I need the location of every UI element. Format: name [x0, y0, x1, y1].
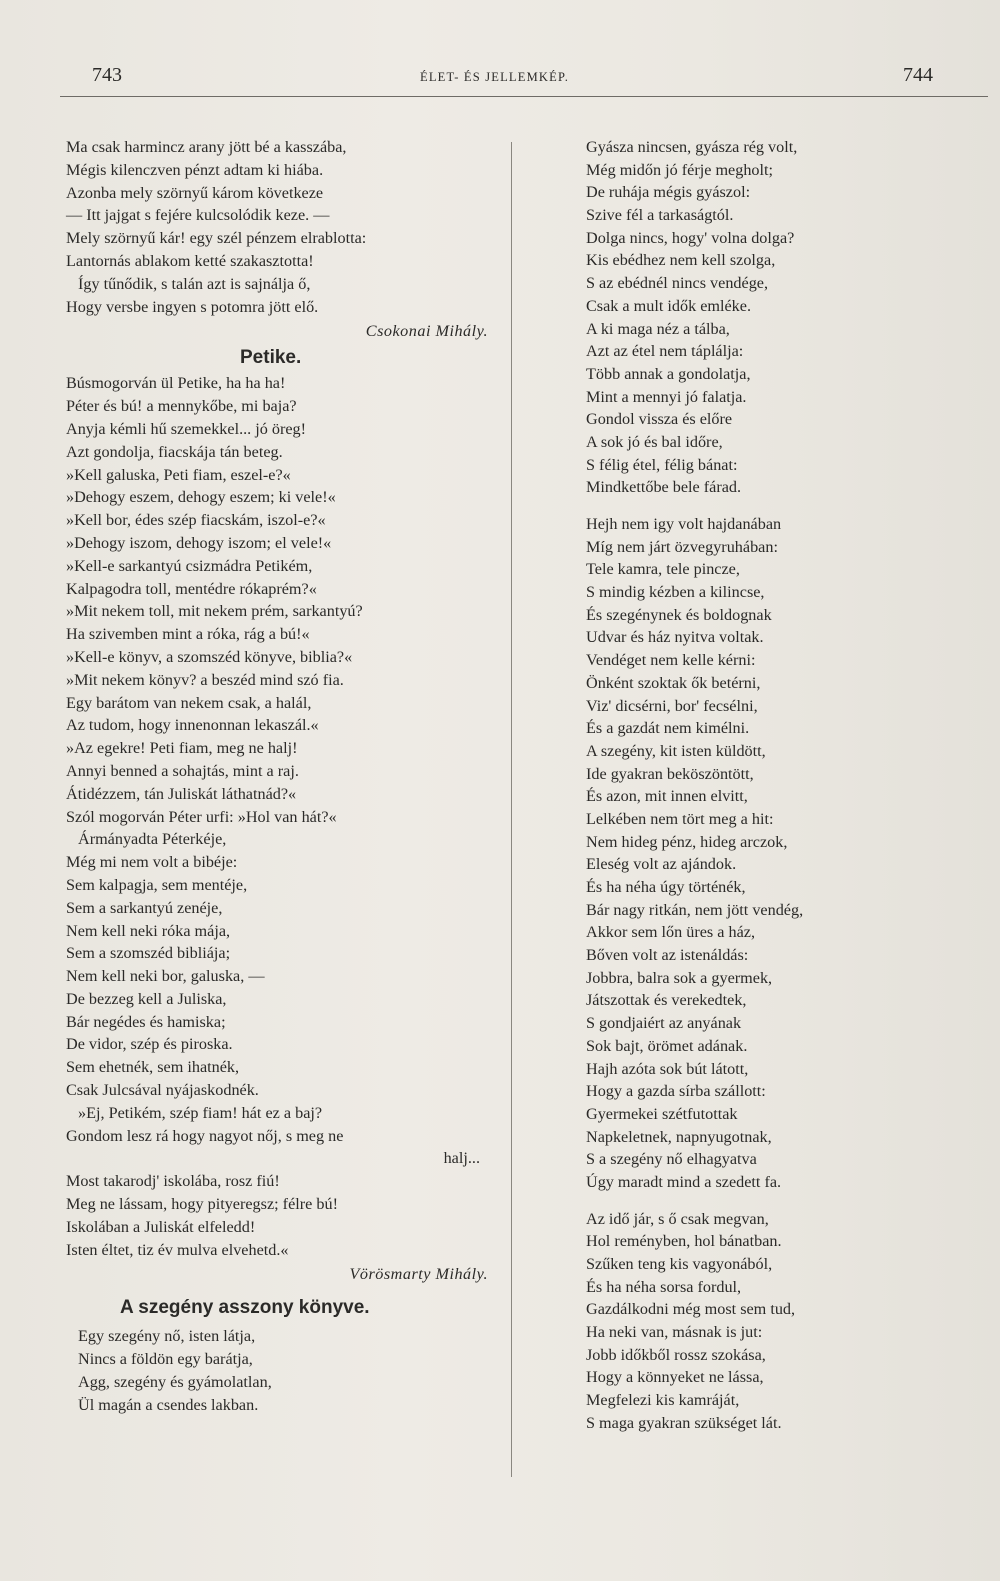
column-divider [511, 142, 512, 1477]
poem-line: Azt az étel nem táplálja: [586, 342, 744, 361]
poem-line: S gondjaiért az anyának [586, 1014, 742, 1033]
poem-line: Azonba mely szörnyű károm következe [66, 183, 324, 202]
header-rule [60, 96, 988, 97]
poem-line: Azt gondolja, fiacskája tán beteg. [66, 442, 283, 461]
poem-author: Csokonai Mihály. [365, 322, 488, 341]
poem-line: Nincs a földön egy barátja, [78, 1350, 253, 1369]
poem-line: Agg, szegény és gyámolatlan, [78, 1373, 272, 1392]
poem-line: »Kell-e sarkantyú csizmádra Petikém, [66, 556, 313, 575]
poem-line: »Dehogy iszom, dehogy iszom; el vele!« [66, 533, 332, 552]
poem-title: A szegény asszony könyve. [120, 1297, 370, 1319]
poem-line: Mint a mennyi jó falatja. [586, 387, 747, 406]
poem-title: Petike. [240, 347, 302, 369]
poem-line: Gondom lesz rá hogy nagyot nőj, s meg ne [66, 1126, 344, 1145]
poem-line: A szegény, kit isten küldött, [586, 741, 766, 760]
poem-line: Jobbra, balra sok a gyermek, [586, 968, 773, 987]
poem-line: halj... [443, 1149, 480, 1168]
poem-line: Eleség volt az ajándok. [586, 855, 737, 874]
poem-line: De bezzeg kell a Juliska, [66, 989, 227, 1008]
stanza [586, 513, 986, 1194]
poem-petike [60, 344, 500, 1287]
left-page-number: 743 [92, 64, 122, 86]
poem-line: — Itt jajgat s fejére kulcsolódik keze. — [66, 206, 330, 225]
poem-line: »Ej, Petikém, szép fiam! hát ez a baj? [78, 1103, 323, 1122]
poem-line: Sem a szomszéd bibliája; [66, 944, 231, 963]
poem-line: Kis ebédhez nem kell szolga, [586, 251, 776, 270]
poem-line: Játszottak és verekedtek, [586, 991, 747, 1010]
poem-line: Sok bajt, örömet adának. [586, 1036, 748, 1055]
poem-line: A ki maga néz a tálba, [586, 319, 730, 338]
stanza-gap [586, 499, 986, 513]
poem-line: Mégis kilenczven pénzt adtam ki hiába. [66, 160, 324, 179]
poem-line: Vendéget nem kelle kérni: [586, 651, 756, 670]
poem-line: Ide gyakran beköszöntött, [586, 764, 754, 783]
poem-szegeny-asszony [60, 1291, 500, 1416]
poem-author: Vörösmarty Mihály. [349, 1265, 488, 1284]
poem-line: Több annak a gondolatja, [586, 364, 751, 383]
poem-line: Az tudom, hogy innenonnan lekaszál.« [66, 716, 319, 735]
poem-line: Ármányadta Péterkéje, [78, 830, 227, 849]
poem-line: Hajh azóta sok bút látott, [586, 1059, 749, 1078]
poem-line: Nem hideg pénz, hideg arczok, [586, 832, 788, 851]
poem-line: Szűken teng kis vagyonából, [586, 1255, 773, 1273]
poem-line: És ha néha sorsa fordul, [586, 1277, 742, 1296]
poem-line: Ül magán a csendes lakban. [78, 1395, 259, 1414]
poem-line: Gyásza nincsen, gyásza rég volt, [586, 138, 798, 156]
poem-line: Mindkettőbe bele fárad. [586, 478, 742, 497]
poem-line: Egy szegény nő, isten látja, [78, 1327, 256, 1346]
poem-line: Hol reményben, hol bánatban. [586, 1232, 782, 1251]
poem-line: Anyja kémli hű szemekkel... jó öreg! [66, 419, 307, 438]
poem-line: Lelkében nem tört meg a hit: [586, 809, 774, 828]
poem-line: Bár nagy ritkán, nem jött vendég, [586, 900, 804, 919]
poem-line: Gondol vissza és előre [586, 410, 733, 429]
poem-line: »Dehogy eszem, dehogy eszem; ki vele!« [66, 488, 336, 507]
stanza [586, 1208, 986, 1435]
poem-line: Szive fél a tarkaságtól. [586, 206, 734, 225]
poem-line: Hogy a könnyeket ne lássa, [586, 1368, 764, 1387]
poem-line: Egy barátom van nekem csak, a halál, [66, 693, 312, 712]
right-page-number: 744 [903, 64, 933, 86]
poem-line: S félig étel, félig bánat: [586, 455, 738, 474]
poem-line: Hogy a gazda sírba szállott: [586, 1082, 766, 1101]
poem-line: S az ebédnél nincs vendége, [586, 274, 769, 293]
poem-line: Isten éltet, tiz év mulva elvehetd.« [66, 1240, 289, 1259]
poem-line: A sok jó és bal időre, [586, 432, 723, 451]
poem-line: Lantornás ablakom ketté szakasztotta! [66, 251, 314, 270]
poem-line: És szegénynek és boldognak [586, 605, 772, 624]
poem-line: Gazdálkodni még most sem tud, [586, 1300, 796, 1319]
poem-line: Még midőn jó férje megholt; [586, 160, 774, 179]
running-title: ÉLET- ÉS JELLEMKÉP. [420, 70, 570, 84]
poem-line: Átidézzem, tán Juliskát láthatnád?« [66, 784, 297, 803]
poem-line: Dolga nincs, hogy' volna dolga? [586, 228, 795, 247]
poem-csokonai [60, 136, 500, 344]
poem-line: Hejh nem igy volt hajdanában [586, 515, 782, 533]
poem-line: »Mit nekem könyv? a beszéd mind szó fia. [66, 670, 344, 689]
poem-line: Csak a mult idők emléke. [586, 296, 751, 315]
poem-line: Iskolában a Juliskát elfeledd! [66, 1217, 256, 1236]
poem-line: S a szegény nő elhagyatva [586, 1150, 757, 1169]
poem-line: Még mi nem volt a bibéje: [66, 853, 238, 872]
stanza [586, 136, 986, 499]
poem-line: Tele kamra, tele pincze, [586, 560, 740, 579]
poem-line: Napkeletnek, napnyugotnak, [586, 1127, 772, 1146]
poem-line: Mely szörnyű kár! egy szél pénzem elrablotta: [66, 229, 367, 248]
poem-line: Sem kalpagja, sem mentéje, [66, 875, 248, 894]
poem-line: De ruhája mégis gyászol: [586, 183, 751, 202]
left-column [60, 136, 500, 1417]
poem-line: Jobb időkből rossz szokása, [586, 1345, 766, 1364]
poem-line: Hogy versbe ingyen s potomra jött elő. [66, 297, 319, 316]
poem-line: Szól mogorván Péter urfi: »Hol van hát?« [66, 807, 337, 826]
poem-line: Gyermekei szétfutottak [586, 1104, 738, 1123]
poem-line: És ha néha úgy történék, [586, 878, 746, 896]
poem-line: Most takarodj' iskolába, rosz fiú! [66, 1172, 280, 1191]
poem-line: »Kell galuska, Peti fiam, eszel-e?« [66, 465, 291, 484]
poem-line: Viz' dicsérni, bor' fecsélni, [586, 696, 758, 715]
poem-line: Udvar és ház nyitva voltak. [586, 628, 764, 647]
poem-line: Az idő jár, s ő csak megvan, [586, 1209, 769, 1228]
poem-line: Úgy maradt mind a szedett fa. [586, 1172, 782, 1191]
poem-line: Búsmogorván ül Petike, ha ha ha! [66, 374, 286, 393]
poem-line: Sem a sarkantyú zenéje, [66, 898, 223, 917]
poem-line: Csak Julcsával nyájaskodnék. [66, 1081, 259, 1100]
poem-line: Péter és bú! a mennykőbe, mi baja? [66, 397, 297, 416]
poem-line: Míg nem járt özvegyruhában: [586, 537, 778, 556]
poem-line: S maga gyakran szükséget lát. [586, 1413, 782, 1432]
poem-line: »Kell bor, édes szép fiacskám, iszol-e?« [66, 511, 326, 530]
poem-line: S mindig kézben a kilincse, [586, 583, 765, 602]
poem-line: »Az egekre! Peti fiam, meg ne halj! [66, 739, 298, 758]
right-column [586, 136, 986, 1435]
poem-line: És a gazdát nem kimélni. [586, 719, 750, 738]
poem-line: Akkor sem lőn üres a ház, [586, 923, 756, 942]
poem-line: De vidor, szép és piroska. [66, 1035, 233, 1054]
poem-line: Meg ne lássam, hogy pityeregsz; félre bú! [66, 1195, 338, 1214]
stanza-gap [586, 1194, 986, 1208]
poem-line: »Mit nekem toll, mit nekem prém, sarkantyú? [66, 602, 363, 621]
poem-line: Megfelezi kis kamráját, [586, 1391, 740, 1410]
poem-line: Bőven volt az istenáldás: [586, 946, 749, 965]
poem-line: Bár negédes és hamiska; [66, 1012, 226, 1031]
poem-line: Önként szoktak ők betérni, [586, 673, 761, 692]
poem-line: Ha szivemben mint a róka, rág a bú!« [66, 625, 310, 644]
poem-line: Így tűnődik, s talán azt is sajnálja ő, [78, 274, 311, 293]
poem-line: Ma csak harmincz arany jött bé a kasszába, [66, 138, 347, 156]
poem-line: Kalpagodra toll, mentédre rókaprém?« [66, 579, 317, 598]
poem-line: Sem ehetnék, sem ihatnék, [66, 1058, 240, 1077]
poem-line: Ha neki van, másnak is jut: [586, 1323, 763, 1342]
poem-line: Nem kell neki róka mája, [66, 921, 231, 940]
poem-line: »Kell-e könyv, a szomszéd könyve, biblia?« [66, 647, 353, 666]
poem-line: Annyi benned a sohajtás, mint a raj. [66, 761, 299, 780]
poem-line: És azon, mit innen elvitt, [586, 787, 748, 806]
poem-line: Nem kell neki bor, galuska, — [66, 967, 265, 986]
